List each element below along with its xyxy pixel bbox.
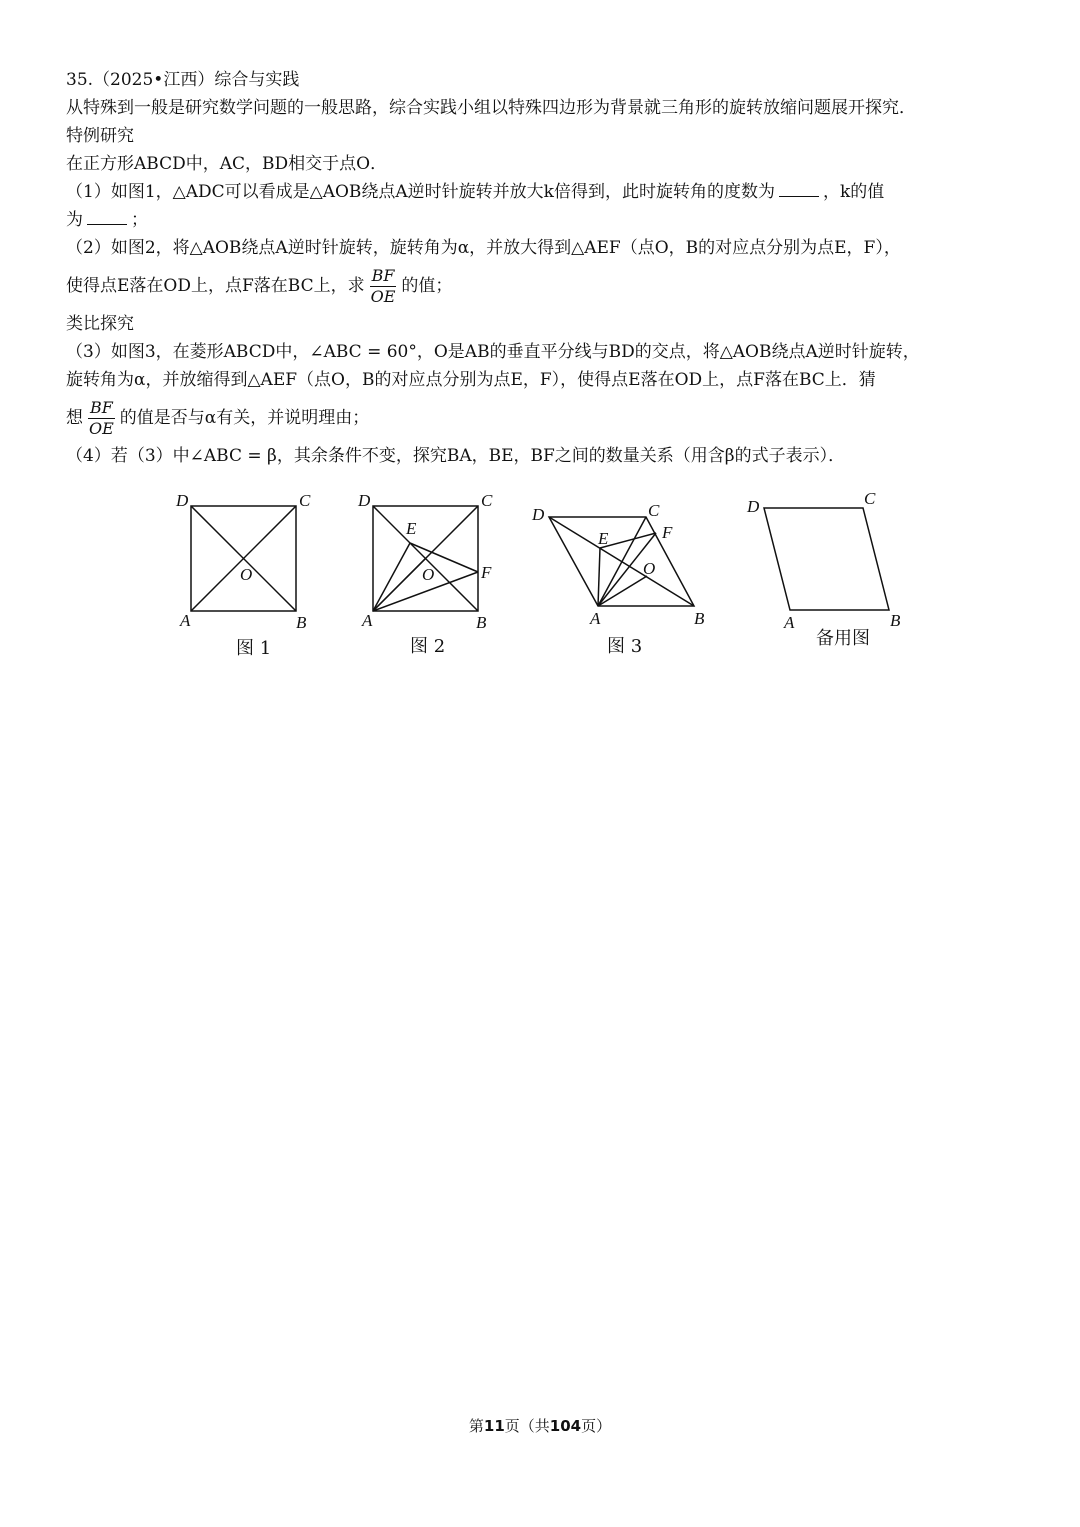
- question-3-cont: 旋转角为α，并放缩得到△AEF（点O，B的对应点分别为点E，F），使得点E落在OD上，点F落在BC上．猜: [66, 370, 876, 390]
- q1-text-a: （1）如图1，△ADC可以看成是△AOB绕点A逆时针旋转并放大k倍得到，此时旋转角的度数为: [66, 182, 775, 202]
- footer-prefix: 第: [468, 1417, 484, 1435]
- fraction-denominator: OE: [370, 287, 396, 306]
- figures-svg: [166, 488, 926, 663]
- page-number: 11: [483, 1417, 505, 1435]
- label-o: O: [422, 565, 435, 584]
- footer-mid: 页（共: [504, 1417, 550, 1435]
- figure-3-caption: 图 3: [607, 636, 643, 657]
- segment-ae: [598, 548, 600, 606]
- label-f: F: [662, 523, 673, 542]
- segment-ef: [410, 543, 478, 572]
- label-e: E: [406, 519, 417, 538]
- fraction-bf-oe-2: [87, 398, 116, 439]
- figure-1: [191, 506, 296, 611]
- q3-text-c: 想: [66, 408, 83, 428]
- fraction-numerator: BF: [371, 266, 395, 285]
- question-2-cont: [66, 262, 1026, 310]
- section-title-2: 类比探究: [66, 314, 134, 334]
- label-b: B: [694, 609, 705, 628]
- figure-4: [764, 508, 889, 610]
- label-e: E: [598, 529, 609, 548]
- rhombus-abcd: [764, 508, 889, 610]
- figure-2: [373, 506, 478, 611]
- label-c: C: [648, 501, 660, 520]
- figures-row: [166, 488, 926, 667]
- label-b: B: [890, 611, 901, 630]
- label-b: B: [296, 613, 307, 632]
- question-4: （4）若（3）中∠ABC = β，其余条件不变，探究BA，BE，BF之间的数量关系（用含β的式子表示）．: [66, 446, 846, 466]
- question-1: [66, 178, 1026, 206]
- label-d: D: [532, 505, 545, 524]
- q1-text-d: ；: [131, 210, 148, 230]
- question-3-cont-2: [66, 394, 1026, 442]
- label-d: D: [176, 491, 189, 510]
- label-a: A: [784, 613, 795, 632]
- q1-text-c: 为: [66, 210, 83, 230]
- fraction-numerator: BF: [89, 398, 113, 417]
- label-d: D: [358, 491, 371, 510]
- segment-ae: [373, 543, 410, 611]
- problem-intro: 从特殊到一般是研究数学问题的一般思路，综合实践小组以特殊四边形为背景就三角形的旋转放缩问题展开探究．: [66, 98, 916, 118]
- figure-2-caption: 图 2: [410, 636, 446, 657]
- segment-ao: [373, 558, 426, 611]
- label-o: O: [240, 565, 253, 584]
- q1-text-b: ，k的值: [822, 182, 885, 202]
- label-d: D: [747, 497, 760, 516]
- label-b: B: [476, 613, 487, 632]
- problem-header: 35.（2025•江西）综合与实践: [66, 70, 300, 90]
- label-f: F: [481, 563, 492, 582]
- page-total: 104: [549, 1417, 582, 1435]
- q2-text-c: 的值；: [401, 276, 453, 296]
- section-title-1: 特例研究: [66, 126, 134, 146]
- label-c: C: [481, 491, 493, 510]
- fraction-denominator: OE: [89, 419, 114, 438]
- label-c: C: [864, 489, 876, 508]
- page-footer: [0, 1415, 1080, 1436]
- question-3: （3）如图3，在菱形ABCD中，∠ABC = 60°，O是AB的垂直平分线与BD的交点，将△AOB绕点A逆时针旋转，: [66, 342, 920, 362]
- answer-blank-2[interactable]: [87, 206, 127, 225]
- label-a: A: [180, 611, 191, 630]
- answer-blank-1[interactable]: [779, 178, 819, 197]
- label-a: A: [590, 609, 601, 628]
- problem-text: [66, 66, 1026, 470]
- segment-ef: [600, 533, 656, 548]
- label-o: O: [643, 559, 656, 578]
- figure-4-caption: 备用图: [816, 628, 870, 649]
- question-1-cont: [66, 206, 1026, 234]
- footer-suffix: 页）: [581, 1417, 612, 1435]
- figure-1-caption: 图 1: [236, 638, 272, 659]
- question-2: （2）如图2，将△AOB绕点A逆时针旋转，旋转角为α，并放大得到△AEF（点O，B的对应点分别为点E，F），: [66, 238, 901, 258]
- label-a: A: [362, 611, 373, 630]
- fraction-bf-oe: [369, 266, 398, 307]
- label-c: C: [299, 491, 311, 510]
- q2-text-b: 使得点E落在OD上，点F落在BC上，求: [66, 276, 365, 296]
- problem-setup: 在正方形ABCD中，AC，BD相交于点O．: [66, 154, 388, 174]
- q3-text-d: 的值是否与α有关，并说明理由；: [119, 408, 370, 428]
